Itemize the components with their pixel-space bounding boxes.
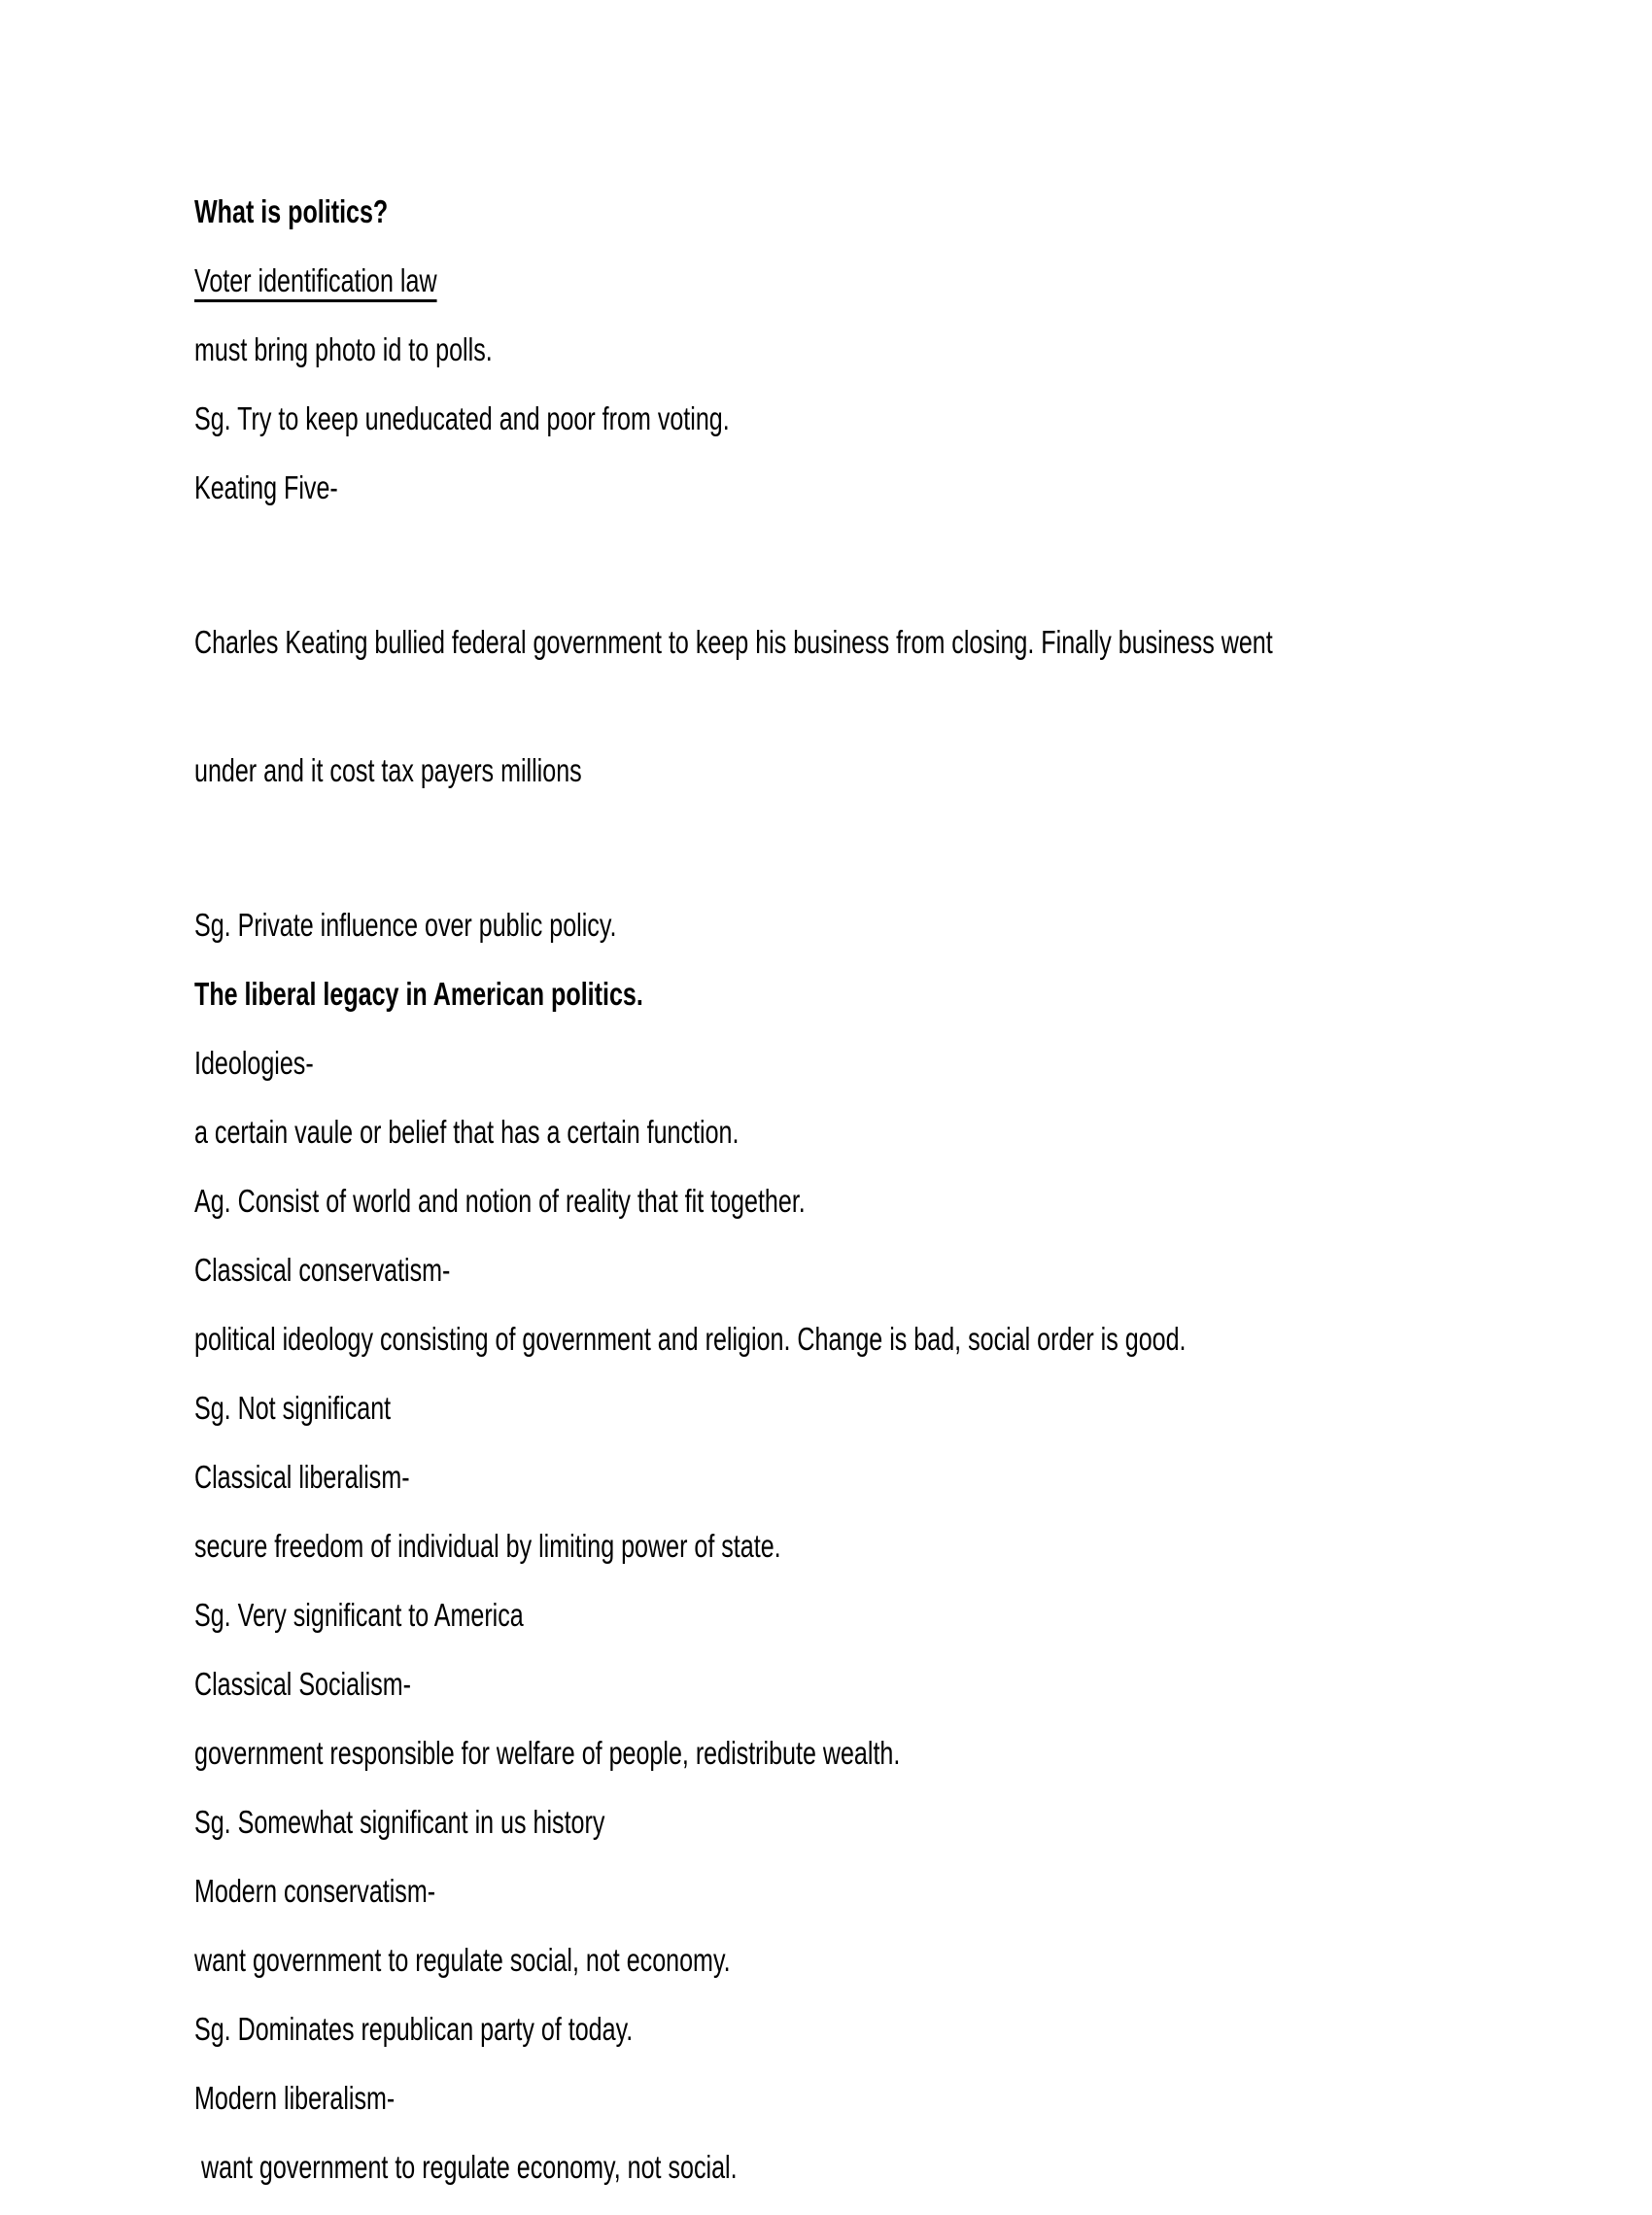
term-classical-conservatism: Classical conservatism- (194, 1252, 451, 1288)
definition-keating-five-line-2: under and it cost tax payers millions (194, 752, 582, 788)
definition-classical-liberalism: secure freedom of individual by limiting power of state. (194, 1528, 781, 1564)
significance-classical-socialism: Sg. Somewhat significant in us history (194, 1804, 605, 1840)
term-voter-identification-law (194, 260, 1405, 302)
definition-voter-id: must bring photo id to polls. (194, 331, 493, 367)
significance-voter-id: Sg. Try to keep uneducated and poor from voting. (194, 400, 730, 436)
significance-keating-five: Sg. Private influence over public policy. (194, 907, 617, 943)
term-modern-conservatism: Modern conservatism- (194, 1873, 436, 1909)
underlined-term-text: Voter identification law (194, 262, 437, 298)
significance-classical-conservatism: Sg. Not significant (194, 1390, 392, 1426)
definition-keating-five-line-1: Charles Keating bullied federal government to keep his business from closing. Finally business went (194, 624, 1273, 660)
definition-modern-liberalism: want government to regulate economy, not social. (194, 2149, 738, 2185)
heading-liberal-legacy: The liberal legacy in American politics. (194, 976, 643, 1012)
term-ideologies: Ideologies- (194, 1045, 314, 1081)
significance-modern-conservatism: Sg. Dominates republican party of today. (194, 2011, 634, 2047)
note-ideologies-ag: Ag. Consist of world and notion of reality that fit together. (194, 1183, 806, 1219)
term-modern-liberalism: Modern liberalism- (194, 2080, 396, 2116)
definition-keating-five (194, 536, 1405, 878)
definition-classical-conservatism: political ideology consisting of government and religion. Change is bad, social order is good. (194, 1321, 1187, 1357)
definition-classical-socialism: government responsible for welfare of people, redistribute wealth. (194, 1735, 901, 1771)
significance-classical-liberalism: Sg. Very significant to America (194, 1597, 524, 1633)
term-classical-liberalism: Classical liberalism- (194, 1459, 410, 1495)
document-page (194, 190, 1652, 2215)
definition-modern-conservatism: want government to regulate social, not economy. (194, 1942, 731, 1978)
heading-what-is-politics: What is politics? (194, 193, 389, 229)
definition-ideologies: a certain vaule or belief that has a certain function. (194, 1114, 740, 1150)
term-keating-five: Keating Five- (194, 469, 338, 505)
term-classical-socialism: Classical Socialism- (194, 1666, 411, 1702)
